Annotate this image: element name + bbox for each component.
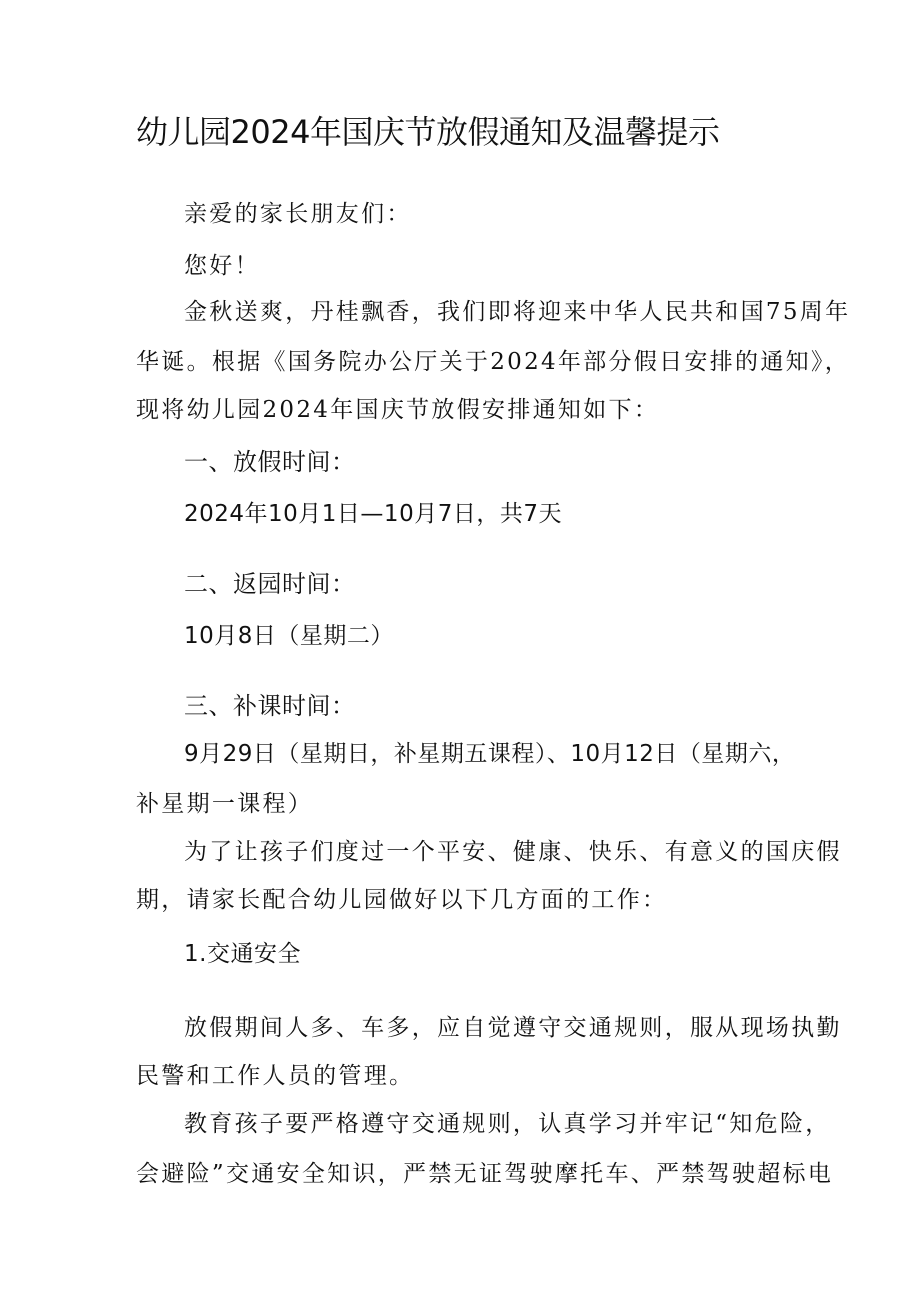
return-date: 10月8日（星期二） bbox=[184, 623, 394, 649]
item-1-para-2-line-1: 教育孩子要严格遵守交通规则，认真学习并牢记“知危险， bbox=[184, 1111, 831, 1137]
request-line-1: 为了让孩子们度过一个平安、健康、快乐、有意义的国庆假 bbox=[184, 839, 842, 865]
makeup-line-1: 9月29日（星期日，补星期五课程）、10月12日（星期六， bbox=[184, 741, 796, 767]
makeup-line-2: 补星期一课程） bbox=[136, 791, 314, 817]
section-heading-return: 二、返园时间： bbox=[184, 570, 356, 598]
item-1-para-1-line-1: 放假期间人多、车多，应自觉遵守交通规则，服从现场执勤 bbox=[184, 1015, 842, 1041]
item-1-para-1-line-2: 民警和工作人员的管理。 bbox=[136, 1063, 415, 1089]
intro-line-1: 金秋送爽，丹桂飘香，我们即将迎来中华人民共和国75周年 bbox=[184, 299, 851, 325]
item-1-heading: 1.交通安全 bbox=[184, 941, 301, 967]
section-heading-holiday: 一、放假时间： bbox=[184, 448, 356, 476]
item-1-para-2-line-2: 会避险”交通安全知识，严禁无证驾驶摩托车、严禁驾驶超标电 bbox=[136, 1161, 834, 1187]
holiday-dates: 2024年10月1日—10月7日，共7天 bbox=[184, 501, 562, 527]
request-line-2: 期，请家长配合幼儿园做好以下几方面的工作： bbox=[136, 887, 668, 913]
intro-line-2: 华诞。根据《国务院办公厅关于2024年部分假日安排的通知》， bbox=[136, 349, 851, 375]
intro-line-3: 现将幼儿园2024年国庆节放假安排通知如下： bbox=[136, 397, 660, 423]
document-title: 幼儿园2024年国庆节放假通知及温馨提示 bbox=[136, 113, 720, 151]
section-heading-makeup: 三、补课时间： bbox=[184, 692, 356, 720]
hello-line: 您好！ bbox=[184, 253, 260, 279]
greeting: 亲爱的家长朋友们： bbox=[184, 201, 412, 227]
